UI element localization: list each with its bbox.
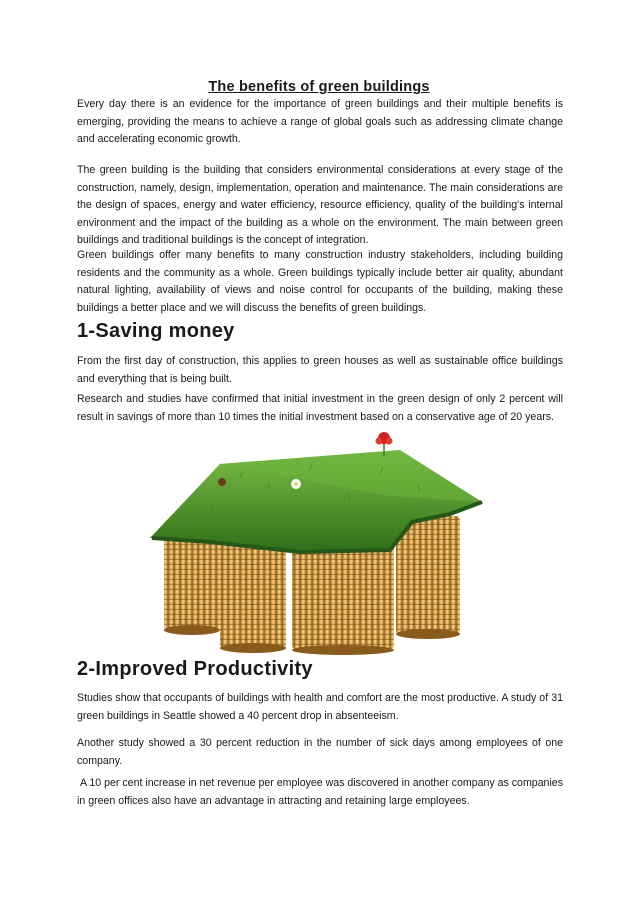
section1-paragraph-1: From the first day of construction, this applies to green houses as well as sustainable office buildings and everything that is being built. xyxy=(77,355,563,385)
green-house-coins-illustration xyxy=(150,430,490,655)
brown-flower xyxy=(218,478,226,486)
section-heading-saving-money: 1-Saving money xyxy=(77,320,235,342)
section1-paragraph-2: Research and studies have confirmed that initial investment in the green design of only 2 percent will result in savings of more than 10 times the initial investment based on a conservative age of 20 years. xyxy=(77,393,563,423)
white-flower xyxy=(291,479,301,489)
section2-paragraph-3: A 10 per cent increase in net revenue per employee was discovered in another company as companies in green offices also have an advantage in attracting and retaining large employees. xyxy=(77,777,566,807)
intro-paragraph-2: The green building is the building that considers environmental considerations at every stage of the construction, namely, design, implementation, operation and maintenance. The main considerations are the design of spaces, energy and water efficiency, resource efficiency, quality of the building's internal environment and the impact of the building as a whole on the environment. The main between green buildings and traditional buildings is the concept of integration. xyxy=(77,164,563,247)
intro-paragraph-3: Green buildings offer many benefits to many construction industry stakeholders, including building residents and the community as a whole. Green buildings typically include better air quality, abundant natural lighting, availability of views and noise control for occupants of the building, making these buildings a better place and we will discuss the benefits of green buildings. xyxy=(77,249,563,314)
section2-paragraph-2: Another study showed a 30 percent reduction in the number of sick days among employees of one company. xyxy=(77,737,563,767)
section-heading-improved-productivity: 2-Improved Productivity xyxy=(77,658,313,680)
section2-paragraph-1: Studies show that occupants of buildings with health and comfort are the most productive. A study of 31 green buildings in Seattle showed a 40 percent drop in absenteeism. xyxy=(77,692,563,722)
intro-paragraph-1: Every day there is an evidence for the importance of green buildings and their multiple benefits is emerging, providing the means to achieve a range of global goals such as addressing climate change and accelerating economic growth. xyxy=(77,98,563,146)
page-title: The benefits of green buildings xyxy=(208,79,430,95)
coin-stack-4 xyxy=(396,516,460,639)
